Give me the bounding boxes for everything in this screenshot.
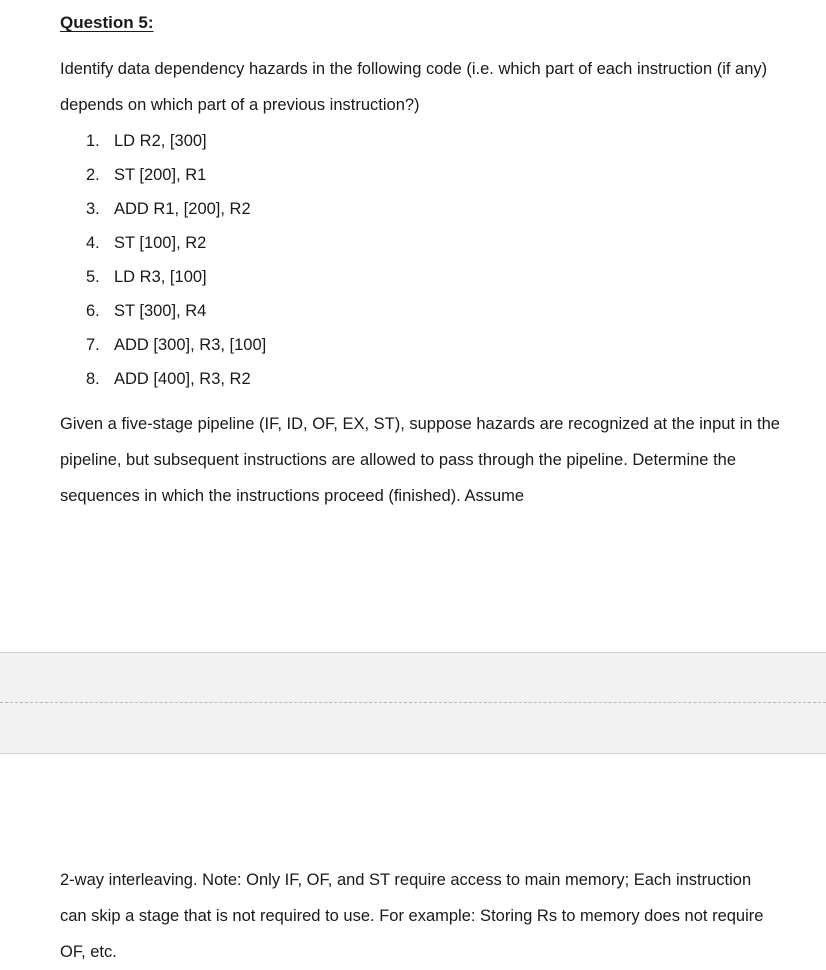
pipeline-paragraph: Given a five-stage pipeline (IF, ID, OF, EX, ST), suppose hazards are recognized at the input in the pipeline, but subsequent instructions are allowed to pass through the pipeline. Determine the sequences in which the instructions proceed (finished). Assume	[60, 415, 780, 505]
continuation-paragraph: 2-way interleaving. Note: Only IF, OF, and ST require access to main memory; Each instruction can skip a stage that is not required to use. For example: Storing Rs to memory does not require OF, etc.	[60, 871, 764, 961]
instruction-text: LD R3, [100]	[114, 268, 207, 286]
list-item	[86, 158, 266, 192]
page-break	[0, 652, 826, 754]
list-item	[86, 294, 266, 328]
list-item	[86, 328, 266, 362]
list-number: 2.	[86, 166, 100, 184]
instruction-text: ADD [400], R3, R2	[114, 370, 251, 388]
instruction-text: ST [200], R1	[114, 166, 207, 184]
question-heading: Question 5:	[60, 13, 154, 32]
instruction-text: ADD R1, [200], R2	[114, 200, 251, 218]
list-item	[86, 362, 266, 396]
list-number: 8.	[86, 370, 100, 388]
list-number: 4.	[86, 234, 100, 252]
list-number: 6.	[86, 302, 100, 320]
intro-paragraph: Identify data dependency hazards in the following code (i.e. which part of each instruction (if any) depends on which part of a previous instruction?)	[60, 60, 768, 114]
instruction-text: ADD [300], R3, [100]	[114, 336, 267, 354]
list-number: 5.	[86, 268, 100, 286]
list-item	[86, 260, 266, 294]
instruction-text: ST [100], R2	[114, 234, 207, 252]
list-item	[86, 226, 266, 260]
list-number: 3.	[86, 200, 100, 218]
list-item	[86, 124, 266, 158]
list-item	[86, 192, 266, 226]
instruction-text: LD R2, [300]	[114, 132, 207, 150]
instruction-text: ST [300], R4	[114, 302, 207, 320]
instruction-list	[86, 124, 266, 396]
page-break-divider	[0, 702, 826, 703]
list-number: 7.	[86, 336, 100, 354]
list-number: 1.	[86, 132, 100, 150]
